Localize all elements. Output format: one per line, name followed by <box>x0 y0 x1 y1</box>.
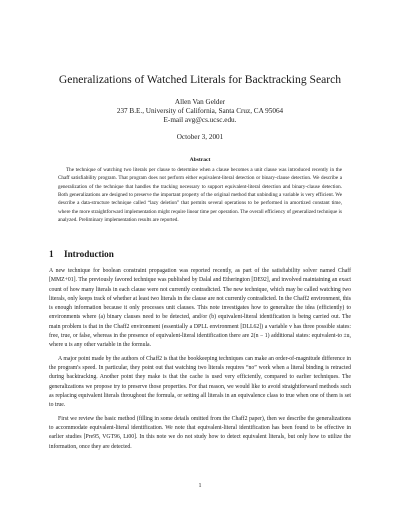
paper-title: Generalizations of Watched Literals for Backtracking Search <box>58 73 342 86</box>
paragraph: First we review the basic method (filling in some details omitted from the Chaff2 paper), then we describe the generalizations to accommodate equivalent-literal identification. We note that equivalent-literal identification has been found to be effective in earlier studies [Pre95, VGT96, Li00]. In this note we do not study how to detect equivalent literals, but only how to utilize the information, once they are detected. <box>49 415 351 450</box>
page-number: 1 <box>198 483 202 489</box>
author-name: Allen Van Gelder <box>174 98 226 106</box>
abstract-heading: Abstract <box>189 157 211 163</box>
paragraph: A new technique for boolean constraint propagation was reported recently, as part of the satisfiability solver named Chaff [MMZ+01]. The previously favored technique was published by Dalal and Etherington [DE92], and involved maintaining an exact count of how many literals in each clause were not currently contradicted. The new technique, which may be called watching two literals, only keeps track of whether at least two literals in the clause are not currently contradicted. In the Chaff2 environment, this is enough information because it only processes unit clauses. This note investigates how to generalize the idea (efficiently) to environments where (a) binary clauses need to be detected, and/or (b) equivalent-literal identification is being carried out. The main problem is that in the Chaff2 environment (essentially a DPLL environment [DLL62]) a variable v has three possible states: free, true, or false, whereas in the presence of equivalent-literal identification there are 2(n − 1) additional states: equivalent-to ±u, where u is any other variable in the formula. <box>49 268 351 348</box>
paper-date: October 3, 2001 <box>176 133 224 141</box>
paragraph: A major point made by the authors of Chaff2 is that the bookkeeping techniques can make an order-of-magnitude difference in the program's speed. In particular, they point out that watching two literals requires “no” work when a literal binding is retracted during backtracking. Another point they make is that the cache is used very efficiently, compared to earlier techniques. The generalizations we propose try to preserve those properties. For that reason, we would like to avoid straightforward methods such as replacing equivalent literals throughout the formula, or setting all literals in an equivalence class to true when one of them is set to true. <box>49 355 351 408</box>
section-body <box>49 267 351 456</box>
abstract-text: The technique of watching two literals per clause to determine when a clause becomes a unit clause was introduced recently in the Chaff satisfiability program. That program does not perform either equivalent-literal detection or binary-clause detection. We describe a generalization of the technique that handles the tracking necessary to support equivalent-literal detection and binary-clause detection. Both generalizations are designed to preserve the important property of the original method that unbinding a variable is very efficient. We describe a data-structure technique called “lazy deletion” that permits several operations to be performed in amortized constant time, where the more straightforward implementation might require linear time per operation. The overall efficiency of generalized technique is analyzed. Preliminary implementation results are reported. <box>58 167 342 224</box>
author-email: E-mail avg@cs.ucsc.edu. <box>163 116 237 124</box>
section-number: 1 <box>49 249 54 259</box>
section-title: Introduction <box>64 249 114 259</box>
author-affiliation: 237 B.E., University of California, Santa Cruz, CA 95064 <box>116 107 284 115</box>
abstract-body <box>58 166 342 224</box>
section-heading <box>49 249 114 260</box>
